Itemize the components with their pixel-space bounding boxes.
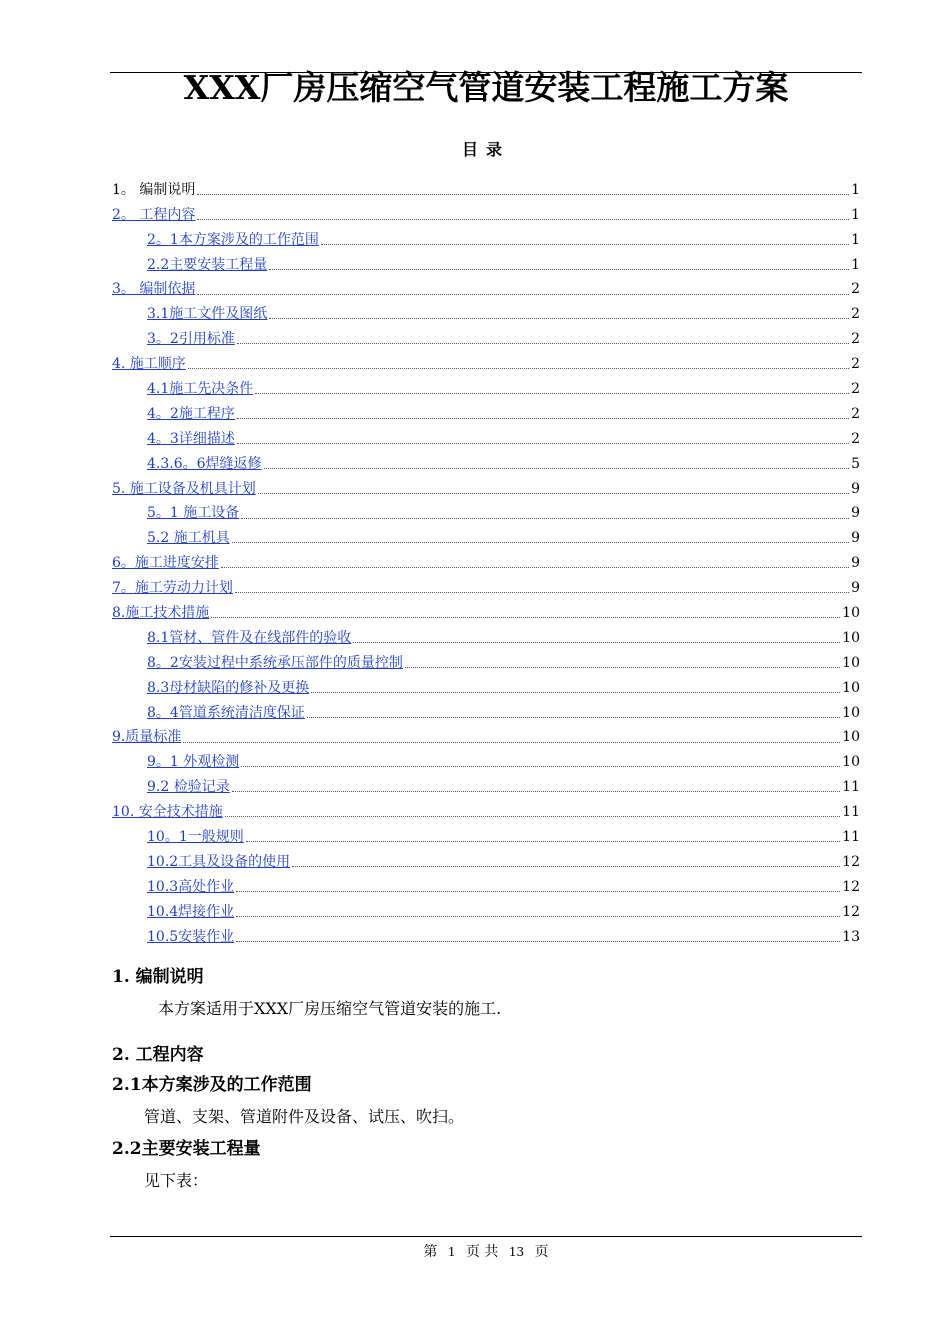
- toc-leader-dots: [292, 866, 840, 867]
- toc-page-number: 11: [842, 779, 860, 796]
- toc-page-number: 2: [851, 281, 860, 298]
- toc-entry-link[interactable]: 4。3详细描述: [147, 430, 235, 447]
- toc-leader-dots: [264, 468, 850, 469]
- toc-entry-link[interactable]: 10。1一般规则: [147, 829, 244, 846]
- toc-entry-link[interactable]: 8。2安装过程中系统承压部件的质量控制: [147, 654, 403, 671]
- section-heading-2-1: 2.1本方案涉及的工作范围: [112, 1075, 312, 1095]
- document-body: [112, 962, 860, 1198]
- toc-leader-dots: [225, 816, 840, 817]
- toc-entry-link[interactable]: 3。2引用标准: [147, 331, 235, 348]
- toc-entry-link[interactable]: 8.施工技术措施: [112, 605, 210, 622]
- toc-leader-dots: [237, 418, 849, 419]
- toc-entry-link[interactable]: 2.2主要安装工程量: [147, 256, 268, 273]
- toc-page-number: 10: [842, 729, 860, 746]
- footer-middle: 页 共: [465, 1244, 499, 1260]
- toc-page-number: 9: [851, 505, 860, 522]
- toc-page-number: 10: [842, 704, 860, 721]
- spacer: [112, 1026, 860, 1040]
- toc-entry[interactable]: [112, 848, 860, 873]
- toc-page-number: 2: [851, 405, 860, 422]
- toc-leader-dots: [197, 194, 849, 195]
- toc-entry-link[interactable]: 5。1 施工设备: [147, 505, 240, 522]
- toc-entry[interactable]: [112, 251, 860, 276]
- toc-leader-dots: [197, 219, 849, 220]
- page-footer: [110, 1242, 862, 1262]
- toc-leader-dots: [269, 269, 849, 270]
- toc-page-number: 10: [842, 679, 860, 696]
- section-1-text: 本方案适用于XXX厂房压缩空气管道安装的施工.: [158, 999, 502, 1018]
- toc-leader-dots: [183, 742, 840, 743]
- toc-page-number: 10: [842, 654, 860, 671]
- toc-page-number: 12: [842, 878, 860, 895]
- toc-leader-dots: [232, 542, 849, 543]
- section-2-1-text: 管道、支架、管道附件及设备、试压、吹扫。: [144, 1107, 465, 1126]
- footer-current-page: 1: [447, 1245, 456, 1259]
- toc-entry[interactable]: [112, 649, 860, 674]
- toc-page-number: 2: [851, 331, 860, 348]
- toc-leader-dots: [307, 717, 840, 718]
- toc-leader-dots: [188, 368, 849, 369]
- toc-entry[interactable]: [112, 425, 860, 450]
- toc-heading: 目录: [461, 140, 510, 159]
- toc-entry-link[interactable]: 4。2施工程序: [147, 405, 235, 422]
- toc-entry[interactable]: [112, 798, 860, 823]
- toc-entry-link[interactable]: 9.质量标准: [112, 729, 182, 746]
- toc-entry[interactable]: [112, 599, 860, 624]
- toc-entry: [112, 176, 860, 201]
- toc-entry[interactable]: [112, 450, 860, 475]
- toc-entry[interactable]: [112, 300, 860, 325]
- document-title: XXX厂房压缩空气管道安装工程施工方案: [183, 68, 789, 107]
- toc-entry[interactable]: [112, 923, 860, 948]
- toc-page-number: 1: [851, 256, 860, 273]
- toc-leader-dots: [353, 642, 840, 643]
- section-heading-1: 1. 编制说明: [112, 967, 204, 987]
- table-of-contents: [112, 176, 860, 948]
- toc-entry-link[interactable]: 7。施工劳动力计划: [112, 580, 233, 597]
- toc-page-number: 1: [851, 231, 860, 248]
- toc-page-number: 2: [851, 306, 860, 323]
- toc-leader-dots: [237, 343, 849, 344]
- toc-entry[interactable]: [112, 773, 860, 798]
- toc-leader-dots: [236, 941, 840, 942]
- toc-entry-link[interactable]: 10.4焊接作业: [147, 903, 235, 920]
- toc-page-number: 10: [842, 605, 860, 622]
- toc-page-number: 5: [851, 455, 860, 472]
- toc-entry-link[interactable]: 10.2工具及设备的使用: [147, 853, 291, 870]
- toc-leader-dots: [235, 592, 849, 593]
- toc-entry[interactable]: [112, 226, 860, 251]
- toc-entry[interactable]: [112, 674, 860, 699]
- toc-entry-link[interactable]: 10.3高处作业: [147, 878, 235, 895]
- toc-page-number: 10: [842, 754, 860, 771]
- toc-entry-link[interactable]: 6。施工进度安排: [112, 555, 219, 572]
- toc-entry[interactable]: [112, 699, 860, 724]
- toc-leader-dots: [221, 567, 849, 568]
- toc-entry[interactable]: [112, 201, 860, 226]
- toc-leader-dots: [241, 766, 840, 767]
- toc-entry-label: 1。 编制说明: [112, 181, 196, 198]
- toc-leader-dots: [258, 493, 849, 494]
- toc-entry-link[interactable]: 2。1本方案涉及的工作范围: [147, 231, 319, 248]
- toc-page-number: 2: [851, 430, 860, 447]
- toc-leader-dots: [269, 318, 849, 319]
- toc-entry-link[interactable]: 8。4管道系统清洁度保证: [147, 704, 305, 721]
- toc-page-number: 10: [842, 629, 860, 646]
- toc-entry[interactable]: [112, 475, 860, 500]
- toc-page-number: 1: [851, 206, 860, 223]
- toc-entry[interactable]: [112, 724, 860, 749]
- toc-leader-dots: [236, 916, 840, 917]
- toc-entry-link[interactable]: 10. 安全技术措施: [112, 804, 223, 821]
- toc-entry-link[interactable]: 5.2 施工机具: [147, 530, 230, 547]
- toc-leader-dots: [197, 294, 849, 295]
- toc-entry[interactable]: [112, 375, 860, 400]
- toc-entry-link[interactable]: 8.1管材、管件及在线部件的验收: [147, 629, 352, 646]
- toc-page-number: 2: [851, 356, 860, 373]
- toc-page-number: 12: [842, 853, 860, 870]
- toc-entry[interactable]: [112, 574, 860, 599]
- toc-page-number: 1: [851, 181, 860, 198]
- toc-entry[interactable]: [112, 325, 860, 350]
- toc-entry-link[interactable]: 4.1施工先决条件: [147, 381, 254, 398]
- toc-page-number: 12: [842, 903, 860, 920]
- toc-entry-link[interactable]: 10.5安装作业: [147, 928, 235, 945]
- footer-rule: [110, 1236, 862, 1237]
- toc-entry[interactable]: [112, 624, 860, 649]
- footer-prefix: 第: [423, 1244, 438, 1260]
- toc-leader-dots: [321, 244, 849, 245]
- toc-entry[interactable]: [112, 549, 860, 574]
- toc-leader-dots: [232, 791, 840, 792]
- toc-leader-dots: [211, 617, 840, 618]
- toc-entry-link[interactable]: 3.1施工文件及图纸: [147, 306, 268, 323]
- toc-entry[interactable]: [112, 898, 860, 923]
- section-heading-2-2: 2.2主要安装工程量: [112, 1139, 261, 1159]
- toc-entry-link[interactable]: 5. 施工设备及机具计划: [112, 480, 256, 497]
- toc-page-number: 9: [851, 555, 860, 572]
- toc-page-number: 11: [842, 829, 860, 846]
- toc-entry-link[interactable]: 2。 工程内容: [112, 206, 196, 223]
- toc-entry[interactable]: [112, 500, 860, 525]
- toc-leader-dots: [236, 891, 840, 892]
- toc-entry-link[interactable]: 9.2 检验记录: [147, 779, 230, 796]
- section-2-2-text: 见下表：: [144, 1171, 209, 1190]
- toc-entry[interactable]: [112, 276, 860, 301]
- toc-entry[interactable]: [112, 400, 860, 425]
- toc-leader-dots: [311, 692, 840, 693]
- toc-page-number: 9: [851, 530, 860, 547]
- toc-entry[interactable]: [112, 823, 860, 848]
- toc-page-number: 9: [851, 480, 860, 497]
- toc-page-number: 9: [851, 580, 860, 597]
- toc-leader-dots: [237, 443, 849, 444]
- toc-entry[interactable]: [112, 748, 860, 773]
- toc-page-number: 2: [851, 381, 860, 398]
- toc-entry-link[interactable]: 3。 编制依据: [112, 281, 196, 298]
- toc-leader-dots: [255, 393, 849, 394]
- toc-leader-dots: [405, 667, 840, 668]
- toc-entry[interactable]: [112, 873, 860, 898]
- footer-suffix: 页: [534, 1244, 549, 1260]
- toc-page-number: 13: [842, 928, 860, 945]
- toc-entry[interactable]: [112, 524, 860, 549]
- toc-leader-dots: [241, 518, 849, 519]
- toc-entry-link[interactable]: 4. 施工顺序: [112, 356, 186, 373]
- toc-page-number: 11: [842, 804, 860, 821]
- section-heading-2: 2. 工程内容: [112, 1045, 204, 1065]
- footer-total-pages: 13: [508, 1245, 525, 1259]
- toc-leader-dots: [246, 841, 840, 842]
- toc-entry-link[interactable]: 4.3.6。6焊缝返修: [147, 455, 262, 472]
- toc-entry-link[interactable]: 9。1 外观检测: [147, 754, 240, 771]
- toc-entry-link[interactable]: 8.3母材缺陷的修补及更换: [147, 679, 310, 696]
- toc-entry[interactable]: [112, 350, 860, 375]
